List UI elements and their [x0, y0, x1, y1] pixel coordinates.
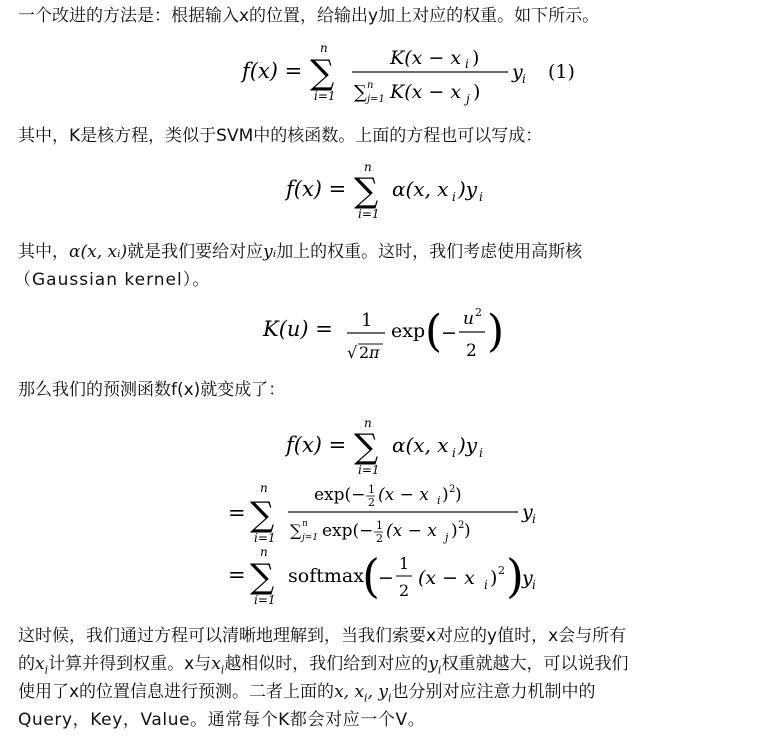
svg-text:i=1: i=1 — [254, 593, 276, 607]
svg-text:i=1: i=1 — [358, 207, 380, 221]
svg-text:α(x, x: α(x, x — [392, 177, 449, 201]
p3-text-a: 其中， — [18, 242, 69, 262]
p5-l2-a: 的 — [18, 654, 35, 674]
svg-text:j: j — [466, 92, 470, 106]
svg-text:i: i — [452, 446, 456, 460]
svg-text:): ) — [464, 521, 471, 541]
svg-text:K(x − x: K(x − x — [390, 81, 462, 103]
svg-text:i: i — [437, 494, 441, 507]
svg-text:(x − x: (x − x — [386, 521, 437, 541]
svg-text:exp: exp — [391, 320, 426, 342]
svg-text:): ) — [487, 306, 505, 357]
svg-text:): ) — [506, 549, 524, 603]
p5-l2-c: 越相似时，我们给到对应的 — [224, 654, 429, 674]
svg-text:α(x, x: α(x, x — [392, 433, 449, 457]
y-i-symbol: yᵢ — [263, 242, 277, 262]
equation-1-number: (1) — [548, 61, 575, 83]
paragraph-kernel: 其中，K是核方程，类似于SVM中的核函数。上面的方程也可以写成： — [18, 126, 543, 146]
svg-text:i: i — [465, 57, 469, 71]
svg-text:i: i — [522, 72, 526, 86]
svg-text:)y: )y — [458, 433, 478, 457]
svg-text:K(u) =: K(u) = — [263, 317, 333, 341]
svg-text:2: 2 — [449, 484, 456, 495]
alpha-symbol: α(x, xᵢ) — [69, 242, 128, 262]
svg-text:∑: ∑ — [310, 53, 335, 93]
svg-text:i=1: i=1 — [254, 531, 276, 545]
svg-text:1: 1 — [376, 519, 383, 532]
svg-text:2: 2 — [359, 343, 370, 362]
svg-text:j=1: j=1 — [367, 94, 385, 105]
paragraph-intro: 一个改进的方法是：根据输入x的位置，给输出y加上对应的权重。如下所示。 — [18, 6, 600, 26]
svg-text:∑: ∑ — [354, 82, 367, 103]
svg-text:f(x) =: f(x) = — [286, 177, 347, 201]
svg-text:y: y — [522, 501, 533, 523]
svg-text:2: 2 — [368, 496, 375, 509]
svg-text:i: i — [479, 190, 483, 204]
p5-l3-a: 使用了x的位置信息进行预测。二者上面的 — [18, 682, 335, 702]
p5-l2-b: 计算并得到权重。x与 — [48, 654, 212, 674]
p5-l3-b: 也分别对应注意力机制中的 — [391, 682, 596, 702]
svg-text:1: 1 — [368, 483, 375, 496]
equation-block-4 — [222, 412, 562, 612]
svg-text:∑: ∑ — [250, 557, 275, 597]
svg-text:exp(−: exp(− — [322, 521, 374, 541]
svg-text:i: i — [532, 512, 536, 526]
svg-text:n: n — [364, 160, 372, 174]
paragraph-conclusion-4: Query，Key，Value。通常每个K都会对应一个V。 — [18, 710, 426, 730]
paragraph-gaussian: （Gaussian kernel）。 — [14, 270, 211, 290]
svg-text:): ) — [451, 521, 458, 541]
svg-text:2: 2 — [376, 532, 383, 545]
svg-text:∑: ∑ — [290, 521, 302, 540]
paragraph-prediction: 那么我们的预测函数f(x)就变成了： — [18, 380, 286, 400]
svg-text:n: n — [367, 80, 374, 91]
x-xi-yi-symbols: x, $x_i$, $y_i$ — [334, 682, 392, 705]
equation-2 — [280, 158, 520, 228]
svg-text:)y: )y — [458, 177, 478, 201]
svg-text:√: √ — [347, 343, 358, 362]
svg-text:n: n — [320, 41, 328, 55]
svg-text:2: 2 — [498, 564, 505, 577]
svg-text:−: − — [378, 567, 394, 589]
svg-text:): ) — [473, 81, 481, 103]
svg-text:n: n — [364, 416, 372, 430]
svg-text:j=1: j=1 — [302, 533, 319, 543]
svg-text:i: i — [532, 578, 536, 592]
svg-text:f(x) =: f(x) = — [242, 59, 303, 83]
svg-text:=: = — [228, 501, 246, 525]
paragraph-conclusion-1: 这时候，我们通过方程可以清晰地理解到，当我们索要x对应的y值时，x会与所有 — [18, 626, 627, 646]
svg-text:n: n — [260, 481, 268, 495]
svg-text:f(x) =: f(x) = — [286, 433, 347, 457]
svg-text:2: 2 — [399, 581, 410, 600]
svg-text:π: π — [369, 343, 380, 362]
svg-text:): ) — [455, 485, 462, 505]
svg-text:(: ( — [425, 306, 443, 357]
svg-text:1: 1 — [361, 310, 373, 331]
svg-text:∑: ∑ — [250, 495, 275, 535]
svg-text:): ) — [472, 47, 480, 69]
svg-text:2: 2 — [475, 306, 482, 319]
svg-text:2: 2 — [466, 341, 477, 361]
x-i-symbol: $x_i$ — [35, 654, 49, 677]
svg-text:−: − — [441, 322, 457, 344]
p3-text-b: 就是我们要给对应 — [127, 242, 264, 262]
svg-text:i: i — [479, 446, 483, 460]
paragraph-weight — [18, 238, 756, 266]
svg-text:n: n — [260, 545, 268, 559]
equation-gaussian — [255, 304, 515, 370]
p3-text-c: 加上的权重。这时，我们考虑使用高斯核 — [276, 242, 583, 262]
y-i-symbol-2: $y_i$ — [428, 654, 442, 677]
svg-text:(x − x: (x − x — [378, 485, 429, 505]
svg-text:1: 1 — [399, 554, 410, 573]
svg-text:y: y — [522, 567, 533, 589]
svg-text:(: ( — [362, 549, 380, 603]
svg-text:∑: ∑ — [354, 171, 379, 211]
svg-text:): ) — [490, 567, 498, 589]
svg-text:u: u — [463, 309, 474, 329]
svg-text:i=1: i=1 — [358, 463, 380, 477]
svg-text:i: i — [484, 578, 488, 592]
x-i-symbol-2: $x_i$ — [211, 654, 225, 677]
svg-text:softmax: softmax — [288, 565, 364, 587]
equation-1 — [230, 36, 590, 112]
svg-text:exp(−: exp(− — [314, 485, 366, 505]
svg-text:(x − x: (x − x — [418, 567, 475, 589]
svg-text:i: i — [452, 190, 456, 204]
p5-l2-d: 权重就越大，可以说我们 — [441, 654, 629, 674]
svg-text:n: n — [302, 519, 308, 529]
svg-text:j: j — [445, 531, 449, 544]
svg-text:y: y — [512, 61, 523, 83]
svg-text:∑: ∑ — [354, 427, 379, 467]
svg-text:2: 2 — [458, 520, 465, 531]
svg-text:i=1: i=1 — [314, 89, 336, 103]
svg-text:K(x − x: K(x − x — [390, 47, 462, 69]
svg-text:=: = — [228, 563, 246, 587]
svg-text:): ) — [442, 485, 449, 505]
